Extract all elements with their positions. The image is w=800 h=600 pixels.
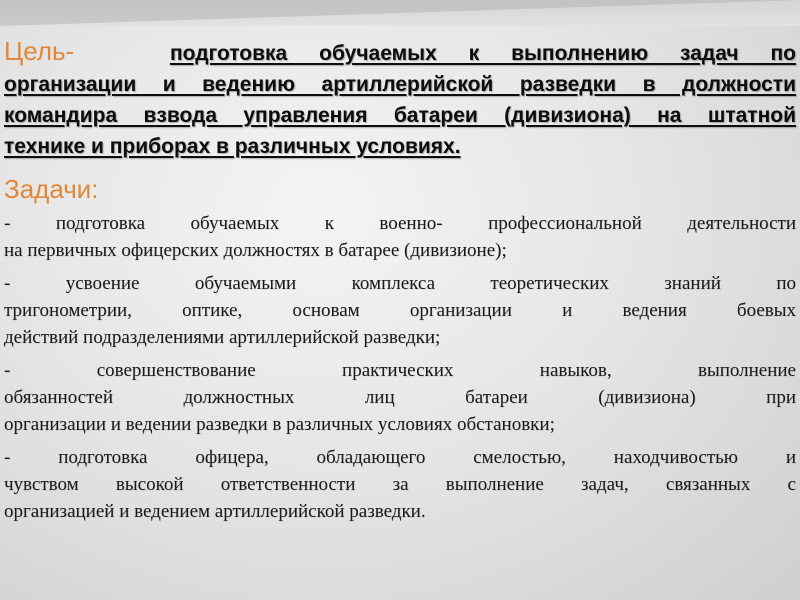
slide-content: [4, 36, 796, 531]
task-line: чувством высокой ответственности за выполнение задач, связанных с: [4, 474, 796, 495]
goal-heading: Цель-: [4, 36, 75, 66]
goal-text-line: подготовка обучаемых к выполнению задач по: [169, 42, 796, 65]
task-item: [4, 270, 796, 351]
top-decor-wedge: [0, 0, 800, 26]
goal-line-2: [4, 69, 796, 100]
task-item: [4, 444, 796, 525]
task-line: организацией и ведением артиллерийской разведки.: [4, 501, 426, 522]
task-line: действий подразделениями артиллерийской разведки;: [4, 327, 441, 348]
task-item: [4, 357, 796, 438]
task-line: - совершенствование практических навыков, выполнение: [4, 360, 796, 381]
task-line: - подготовка офицера, обладающего смелостью, находчивостью и: [4, 447, 796, 468]
goal-line-1: [4, 36, 796, 69]
goal-line-3: [4, 100, 796, 131]
task-line: тригонометрии, оптике, основам организации и ведения боевых: [4, 300, 796, 321]
tasks-heading: Задачи:: [4, 174, 99, 204]
goal-text-line: командира взвода управления батареи (дивизиона) на штатной: [4, 104, 796, 127]
task-line: на первичных офицерских должностях в батарее (дивизионе);: [4, 240, 507, 261]
task-line: организации и ведении разведки в различных условиях обстановки;: [4, 414, 555, 435]
tasks-list: [4, 210, 796, 525]
goal-line-4: [4, 131, 796, 162]
task-line: - подготовка обучаемых к военно- профессиональной деятельности: [4, 213, 796, 234]
goal-block: [4, 36, 796, 162]
goal-text-line: технике и приборах в различных условиях.: [4, 135, 461, 158]
task-item: [4, 210, 796, 264]
task-line: обязанностей должностных лиц батареи (дивизиона) при: [4, 387, 796, 408]
task-line: - усвоение обучаемыми комплекса теоретических знаний по: [4, 273, 796, 294]
goal-text-line: организации и ведению артиллерийской разведки в должности: [4, 73, 796, 96]
